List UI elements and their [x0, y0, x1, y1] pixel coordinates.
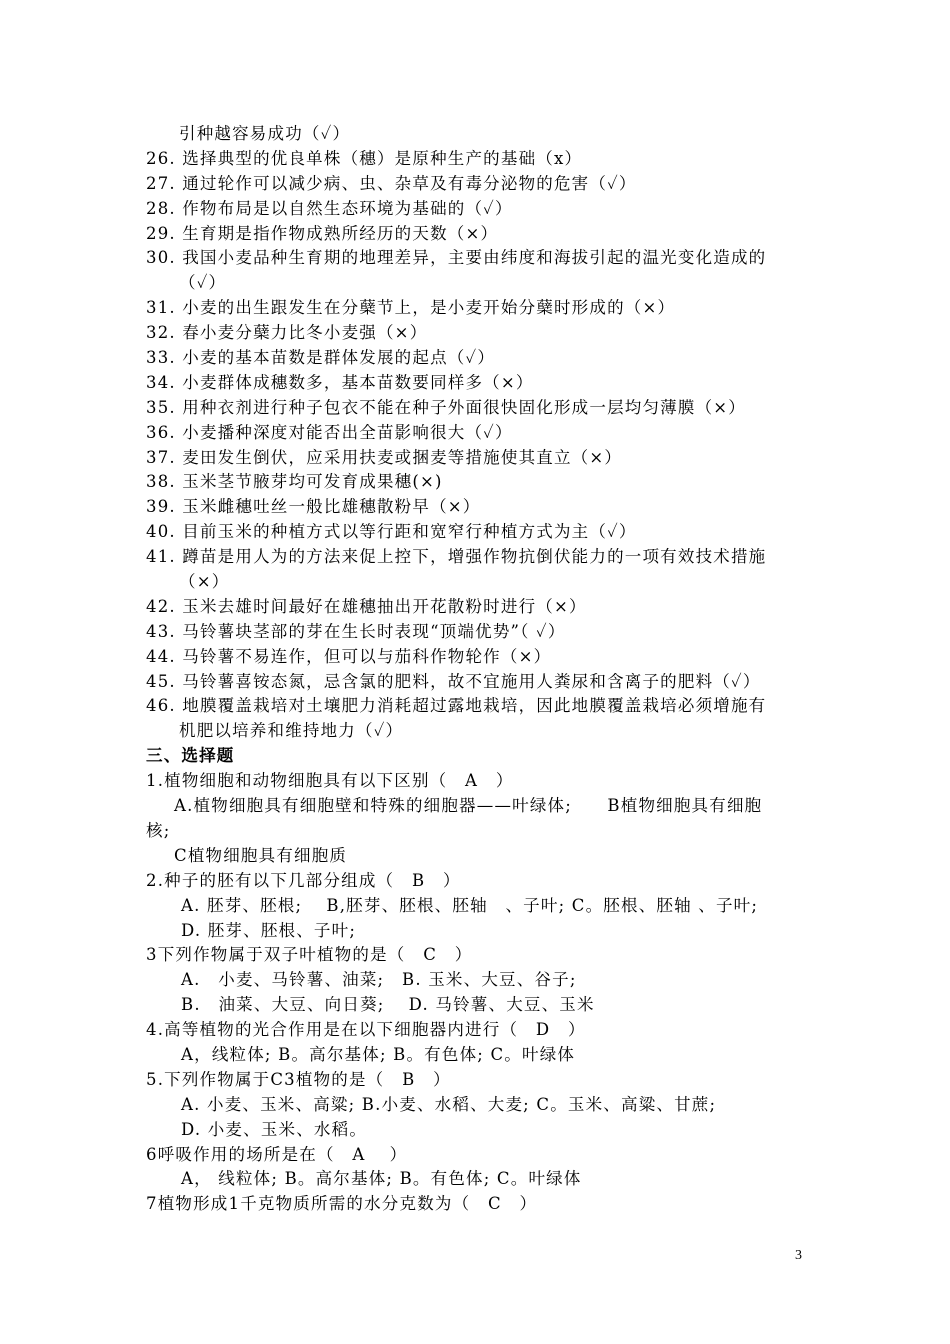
question-line: 5.下列作物属于C3植物的是（ B ） — [146, 1069, 451, 1089]
option-line: A. 胚芽、胚根; B,胚芽、胚根、胚轴 、子叶; C。胚根、胚轴 、子叶; — [181, 895, 759, 915]
option-line: D. 胚芽、胚根、子叶; — [181, 920, 357, 940]
question-line: 2.种子的胚有以下几部分组成（ B ） — [146, 870, 461, 890]
text-line: （✓） — [179, 273, 227, 293]
text-line: 33. 小麦的基本苗数是群体发展的起点（✓） — [146, 348, 496, 368]
text-line: 机肥以培养和维持地力（✓） — [179, 721, 404, 741]
question-line: 7植物形成1千克物质所需的水分克数为（ C ） — [146, 1194, 538, 1214]
question-line: 3下列作物属于双子叶植物的是（ C ） — [146, 945, 473, 965]
text-line: 34. 小麦群体成穗数多，基本苗数要同样多（×） — [146, 372, 534, 392]
option-line: A，线粒体; B。高尔基体; B。有色体; C。叶绿体 — [181, 1044, 576, 1064]
text-line: 44. 马铃薯不易连作，但可以与茄科作物轮作（×） — [146, 646, 552, 666]
page-number: 3 — [795, 1248, 802, 1263]
text-line: 42. 玉米去雄时间最好在雄穗抽出开花散粉时进行（×） — [146, 596, 587, 616]
question-line: 6呼吸作用的场所是在（ A ） — [146, 1144, 408, 1164]
question-line: 4.高等植物的光合作用是在以下细胞器内进行（ D ） — [146, 1020, 586, 1040]
text-line: 37. 麦田发生倒伏，应采用扶麦或捆麦等措施使其直立（×） — [146, 447, 623, 467]
question-line: 1.植物细胞和动物细胞具有以下区别（ A ） — [146, 771, 514, 791]
text-line: 28. 作物布局是以自然生态环境为基础的（✓） — [146, 198, 513, 218]
text-line: 40. 目前玉米的种植方式以等行距和宽窄行种植方式为主（✓） — [146, 522, 637, 542]
option-line: B. 油菜、大豆、向日葵; D. 马铃薯、大豆、玉米 — [181, 995, 595, 1015]
page-content — [146, 122, 810, 1217]
text-line: 30. 我国小麦品种生育期的地理差异，主要由纬度和海拔引起的温光变化造成的 — [146, 248, 767, 268]
option-line: A， 线粒体; B。高尔基体; B。有色体; C。叶绿体 — [181, 1169, 582, 1189]
text-line: 36. 小麦播种深度对能否出全苗影响很大（✓） — [146, 422, 513, 442]
text-line: 38. 玉米茎节腋芽均可发育成果穗(×) — [146, 472, 443, 492]
text-line: 26. 选择典型的优良单株（穗）是原种生产的基础（x） — [146, 148, 583, 168]
text-line: （×） — [179, 572, 230, 592]
text-line: 引种越容易成功（✓） — [179, 124, 351, 143]
text-line: 27. 通过轮作可以减少病、虫、杂草及有毒分泌物的危害（✓） — [146, 173, 637, 193]
section-heading: 三、选择题 — [146, 746, 235, 766]
option-line: 核; — [146, 820, 171, 840]
option-line: A. 小麦、马铃薯、油菜; B. 玉米、大豆、谷子; — [181, 970, 577, 990]
option-line: A. 小麦、玉米、高粱; B.小麦、水稻、大麦; C。玉米、高粱、甘蔗; — [181, 1094, 717, 1114]
text-line: 29. 生育期是指作物成熟所经历的天数（×） — [146, 223, 499, 243]
text-line: 45. 马铃薯喜铵态氮，忌含氯的肥料，故不宜施用人粪尿和含离子的肥料（✓） — [146, 671, 761, 691]
text-line: 39. 玉米雌穗吐丝一般比雄穗散粉早（×） — [146, 497, 481, 517]
text-line: 46. 地膜覆盖栽培对土壤肥力消耗超过露地栽培，因此地膜覆盖栽培必须增施有 — [146, 696, 767, 716]
text-line: 43. 马铃薯块茎部的芽在生长时表现“顶端优势”（ ✓） — [146, 621, 566, 641]
option-line: C植物细胞具有细胞质 — [174, 845, 348, 865]
text-line: 41. 蹲苗是用人为的方法来促上控下，增强作物抗倒伏能力的一项有效技术措施 — [146, 547, 767, 567]
option-line: D. 小麦、玉米、水稻。 — [181, 1119, 368, 1139]
text-line: 31. 小麦的出生跟发生在分蘖节上，是小麦开始分蘖时形成的（×） — [146, 298, 676, 318]
option-line: A.植物细胞具有细胞壁和特殊的细胞器——叶绿体; B植物细胞具有细胞 — [174, 796, 763, 816]
text-line: 32. 春小麦分蘖力比冬小麦强（×） — [146, 323, 428, 343]
text-line: 35. 用种衣剂进行种子包衣不能在种子外面很快固化形成一层均匀薄膜（×） — [146, 397, 747, 417]
